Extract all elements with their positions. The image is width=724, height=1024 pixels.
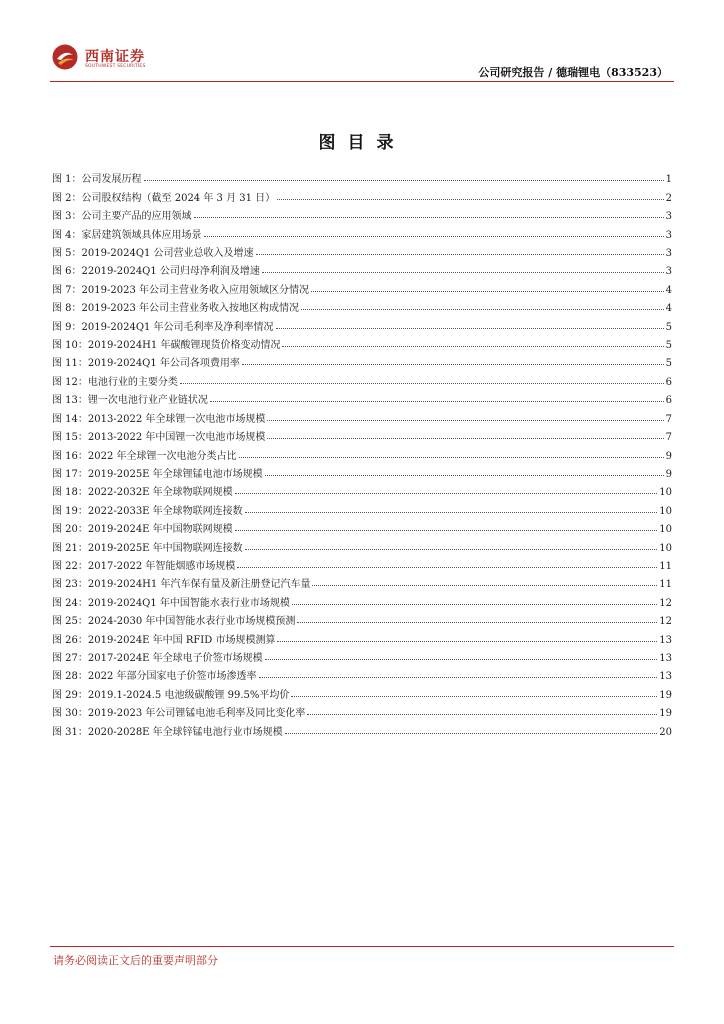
toc-dot-leader — [245, 512, 658, 513]
toc-entry[interactable] — [52, 701, 672, 719]
toc-dot-leader — [291, 696, 657, 697]
toc-entry-page[interactable]: 12 — [659, 616, 672, 628]
toc-entry[interactable] — [52, 185, 672, 203]
toc-entry-label[interactable]: 图 10：2019-2024H1 年碳酸锂现货价格变动情况 — [52, 340, 281, 352]
toc-entry-label[interactable]: 图 31：2020-2028E 年全球锌锰电池行业市场规模 — [52, 726, 283, 738]
toc-entry-label[interactable]: 图 23：2019-2024H1 年汽车保有量及新注册登记汽车量 — [52, 579, 311, 591]
toc-dot-leader — [237, 567, 657, 568]
toc-entry-page[interactable]: 13 — [659, 634, 672, 646]
toc-entry[interactable] — [52, 296, 672, 314]
toc-entry[interactable] — [52, 351, 672, 369]
toc-entry-label[interactable]: 图 9：2019-2024Q1 年公司毛利率及净利率情况 — [52, 321, 274, 333]
toc-dot-leader — [242, 364, 664, 365]
footer-disclaimer: 请务必阅读正文后的重要声明部分 — [53, 954, 218, 967]
toc-entry-page[interactable]: 20 — [659, 726, 672, 738]
toc-dot-leader — [204, 236, 664, 237]
toc-entry-page[interactable]: 7 — [665, 432, 672, 444]
toc-dot-leader — [292, 604, 657, 605]
toc-entry-label[interactable]: 图 4：家居建筑领域具体应用场景 — [52, 229, 202, 241]
toc-entry-page[interactable]: 6 — [665, 395, 672, 407]
toc-entry-page[interactable]: 10 — [659, 505, 672, 517]
toc-entry-page[interactable]: 13 — [659, 671, 672, 683]
logo-text-cn: 西南证券 — [85, 49, 145, 65]
toc-dot-leader — [265, 475, 664, 476]
toc-entry[interactable] — [52, 406, 672, 424]
toc-dot-leader — [267, 438, 663, 439]
toc-dot-leader — [194, 217, 664, 218]
toc-entry-label[interactable]: 图 12：电池行业的主要分类 — [52, 376, 178, 388]
toc-entry-page[interactable]: 5 — [665, 340, 672, 352]
toc-entry[interactable] — [52, 480, 672, 498]
toc-entry-page[interactable]: 5 — [665, 358, 672, 370]
toc-entry[interactable] — [52, 167, 672, 185]
toc-entry-page[interactable]: 3 — [665, 248, 672, 260]
logo-text-en: SOUTHWEST SECURITIES — [85, 64, 146, 69]
toc-dot-leader — [282, 346, 663, 347]
toc-dot-leader — [245, 549, 658, 550]
toc-entry[interactable] — [52, 241, 672, 259]
toc-entry-label[interactable]: 图 24：2019-2024Q1 年中国智能水表行业市场规模 — [52, 597, 290, 609]
toc-entry-label[interactable]: 图 19：2022-2033E 年全球物联网连接数 — [52, 505, 243, 517]
toc-entry-label[interactable]: 图 17：2019-2025E 年全球锂锰电池市场规模 — [52, 468, 263, 480]
page-header — [0, 0, 724, 82]
toc-entry-page[interactable]: 2 — [665, 192, 672, 204]
toc-dot-leader — [285, 733, 658, 734]
toc-dot-leader — [144, 180, 664, 181]
toc-entry-label[interactable]: 图 15：2013-2022 年中国锂一次电池市场规模 — [52, 432, 266, 444]
toc-entry-label[interactable]: 图 5：2019-2024Q1 公司营业总收入及增速 — [52, 248, 254, 260]
toc-entry-label[interactable]: 图 16：2022 年全球锂一次电池分类占比 — [52, 450, 237, 462]
toc-entry-page[interactable]: 1 — [665, 174, 672, 186]
toc-entry[interactable] — [52, 222, 672, 240]
toc-entry-page[interactable]: 10 — [659, 542, 672, 554]
toc-entry-label[interactable]: 图 28：2022 年部分国家电子价签市场渗透率 — [52, 671, 257, 683]
toc-entry[interactable] — [52, 535, 672, 553]
toc-entry-label[interactable]: 图 29：2019.1-2024.5 电池级碳酸锂 99.5%平均价 — [52, 689, 290, 701]
toc-entry-label[interactable]: 图 13：锂一次电池行业产业链状况 — [52, 395, 208, 407]
toc-dot-leader — [277, 199, 663, 200]
toc-entry-page[interactable]: 19 — [659, 708, 672, 720]
toc-entry[interactable] — [52, 682, 672, 700]
toc-entry[interactable] — [52, 572, 672, 590]
toc-entry-label[interactable]: 图 21：2019-2025E 年中国物联网连接数 — [52, 542, 243, 554]
page-title: 图目录 — [318, 133, 406, 153]
toc-entry-label[interactable]: 图 7：2019-2023 年公司主营业务收入应用领域区分情况 — [52, 284, 309, 296]
toc-entry-page[interactable]: 7 — [665, 413, 672, 425]
company-logo — [52, 44, 152, 74]
toc-entry-label[interactable]: 图 3：公司主要产品的应用领域 — [52, 211, 192, 223]
toc-entry-label[interactable]: 图 1：公司发展历程 — [52, 174, 142, 186]
toc-dot-leader — [259, 677, 658, 678]
toc-entry-label[interactable]: 图 25：2024-2030 年中国智能水表行业市场规模预测 — [52, 616, 296, 628]
toc-entry-page[interactable]: 19 — [659, 689, 672, 701]
toc-entry[interactable] — [52, 664, 672, 682]
toc-dot-leader — [276, 328, 664, 329]
toc-entry-page[interactable]: 5 — [665, 321, 672, 333]
toc-dot-leader — [180, 383, 664, 384]
toc-entry[interactable] — [52, 462, 672, 480]
toc-entry[interactable] — [52, 590, 672, 608]
toc-dot-leader — [235, 493, 658, 494]
toc-entry[interactable] — [52, 259, 672, 277]
toc-entry-page[interactable]: 4 — [665, 303, 672, 315]
header-divider — [50, 81, 674, 82]
toc-dot-leader — [256, 254, 664, 255]
toc-entry-page[interactable]: 11 — [659, 560, 672, 572]
toc-entry-label[interactable]: 图 6：22019-2024Q1 公司归母净利润及增速 — [52, 266, 260, 278]
figure-list — [52, 167, 672, 738]
report-title: 公司研究报告 / 德瑞锂电（833523） — [478, 66, 668, 79]
toc-dot-leader — [311, 291, 664, 292]
toc-entry-page[interactable]: 12 — [659, 597, 672, 609]
toc-entry-label[interactable]: 图 20：2019-2024E 年中国物联网规模 — [52, 524, 233, 536]
toc-entry[interactable] — [52, 517, 672, 535]
toc-entry-page[interactable]: 3 — [665, 211, 672, 223]
toc-entry-label[interactable]: 图 18：2022-2032E 年全球物联网规模 — [52, 487, 233, 499]
toc-entry-label[interactable]: 图 14：2013-2022 年全球锂一次电池市场规模 — [52, 413, 266, 425]
toc-dot-leader — [210, 401, 664, 402]
toc-dot-leader — [267, 420, 663, 421]
toc-entry[interactable] — [52, 425, 672, 443]
toc-entry-page[interactable]: 13 — [659, 652, 672, 664]
toc-entry-label[interactable]: 图 26：2019-2024E 年中国 RFID 市场规模测算 — [52, 634, 276, 646]
toc-dot-leader — [265, 659, 658, 660]
toc-entry-label[interactable]: 图 22：2017-2022 年智能烟感市场规模 — [52, 560, 236, 572]
toc-dot-leader — [312, 585, 657, 586]
toc-entry[interactable] — [52, 646, 672, 664]
toc-dot-leader — [297, 622, 657, 623]
toc-entry[interactable] — [52, 333, 672, 351]
footer-divider — [50, 946, 674, 947]
toc-entry[interactable] — [52, 719, 672, 737]
toc-entry-label[interactable]: 图 30：2019-2023 年公司锂锰电池毛利率及同比变化率 — [52, 708, 306, 720]
toc-entry[interactable] — [52, 498, 672, 516]
toc-entry-page[interactable]: 4 — [665, 284, 672, 296]
toc-entry-page[interactable]: 11 — [659, 579, 672, 591]
toc-entry-label[interactable]: 图 8：2019-2023 年公司主营业务收入按地区构成情况 — [52, 303, 299, 315]
toc-entry[interactable] — [52, 443, 672, 461]
toc-entry-page[interactable]: 3 — [665, 266, 672, 278]
logo-mark-icon — [52, 44, 78, 70]
toc-entry[interactable] — [52, 369, 672, 387]
toc-entry-label[interactable]: 图 2：公司股权结构（截至 2024 年 3 月 31 日） — [52, 192, 276, 204]
toc-dot-leader — [301, 309, 664, 310]
toc-entry-page[interactable]: 3 — [665, 229, 672, 241]
toc-entry-label[interactable]: 图 11：2019-2024Q1 年公司各项费用率 — [52, 358, 240, 370]
toc-entry-page[interactable]: 10 — [659, 487, 672, 499]
toc-entry[interactable] — [52, 388, 672, 406]
toc-entry-page[interactable]: 6 — [665, 376, 672, 388]
toc-entry-page[interactable]: 9 — [665, 450, 672, 462]
toc-entry[interactable] — [52, 204, 672, 222]
toc-dot-leader — [235, 530, 658, 531]
toc-entry[interactable] — [52, 627, 672, 645]
toc-dot-leader — [307, 714, 657, 715]
toc-entry[interactable] — [52, 314, 672, 332]
toc-entry[interactable] — [52, 277, 672, 295]
toc-entry[interactable] — [52, 554, 672, 572]
toc-dot-leader — [239, 457, 664, 458]
toc-dot-leader — [262, 272, 664, 273]
toc-entry-page[interactable]: 10 — [659, 524, 672, 536]
toc-entry[interactable] — [52, 609, 672, 627]
toc-entry-page[interactable]: 9 — [665, 468, 672, 480]
toc-entry-label[interactable]: 图 27：2017-2024E 年全球电子价签市场规模 — [52, 652, 263, 664]
toc-dot-leader — [277, 641, 657, 642]
